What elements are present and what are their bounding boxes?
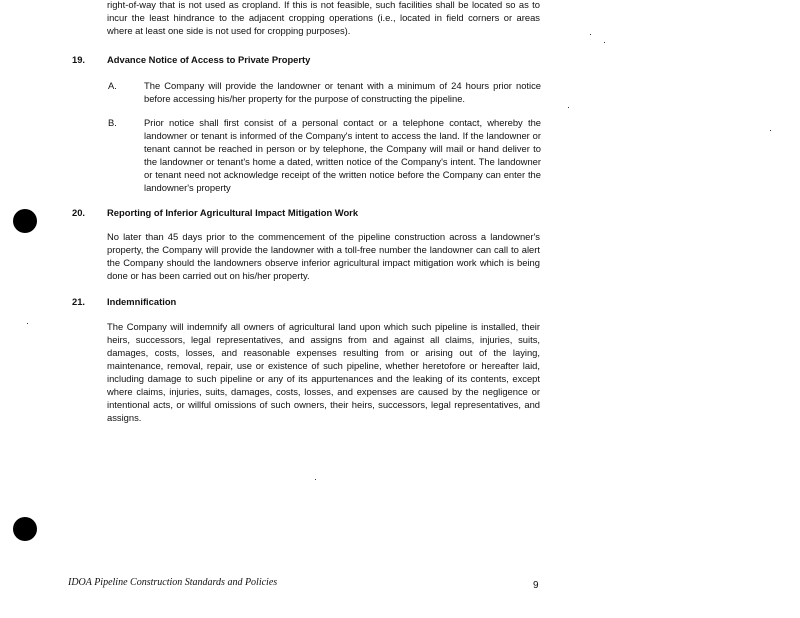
section-19-item-a-text: The Company will provide the landowner or tenant with a minimum of 24 hours prior notice before accessing his/her property for the purpose of constructing the pipeline.	[144, 80, 541, 104]
section-21-body: The Company will indemnify all owners of agricultural land upon which such pipeline is installed, their heirs, successors, legal representatives, and assigns from and against all claims, injuries, suits, damages, costs, losses, and reasonable expenses resulting from or arising out of the laying, maintenance, removal, repair, use or existence of such pipeline, whether heretofore or hereafter laid, including damage to such pipeline or any of its appurtenances and the leaking of its contents, except where claims, injuries, suits, damages, costs, losses, and expenses are caused by the negligence or intentional acts, or willful omissions of such owners, their heirs, successors, legal representatives, and assigns.	[107, 321, 540, 423]
page-number: 9	[533, 580, 539, 591]
section-20-body: No later than 45 days prior to the commencement of the pipeline construction across a landowner's property, the Company will provide the landowner with a toll-free number the landowner can call to alert the Company should the landowners observe inferior agricultural impact mitigation work which is being done or has been carried out on his/her property.	[107, 231, 540, 281]
punch-hole	[13, 209, 37, 233]
section-19-item-b-label: B.	[108, 117, 117, 128]
section-19-number: 19.	[72, 54, 86, 65]
scan-speck	[27, 323, 28, 324]
punch-hole	[13, 517, 37, 541]
section-19-item-b-text: Prior notice shall first consist of a personal contact or a telephone contact, whereby the landowner or tenant is informed of the Company's intent to access the land. If the landowner or tenant cannot be reached in person or by telephone, the Company will mail or hand deliver to the landowner or tenant's home a dated, written notice of the Company's intent. The landowner or tenant need not acknowledge receipt of the written notice before the Company can enter the landowner's property	[144, 117, 541, 193]
scan-speck	[770, 130, 771, 131]
section-21-title: Indemnification	[107, 296, 177, 307]
section-20-number: 20.	[72, 207, 86, 218]
scan-speck	[604, 42, 605, 43]
section-19-title: Advance Notice of Access to Private Property	[107, 54, 311, 65]
scan-speck	[590, 34, 591, 35]
continuation-paragraph: right-of-way that is not used as cropland. If this is not feasible, such facilities shall be located so as to incur the least hindrance to the adjacent cropping operations (i.e., located in field corners or areas where at least one side is not used for cropping purposes).	[107, 0, 540, 36]
section-20-title: Reporting of Inferior Agricultural Impact Mitigation Work	[107, 207, 359, 218]
scan-speck	[315, 479, 316, 480]
section-19-item-a-label: A.	[108, 80, 117, 91]
section-21-number: 21.	[72, 296, 86, 307]
footer-title: IDOA Pipeline Construction Standards and Policies	[68, 577, 278, 588]
scan-speck	[568, 107, 569, 108]
